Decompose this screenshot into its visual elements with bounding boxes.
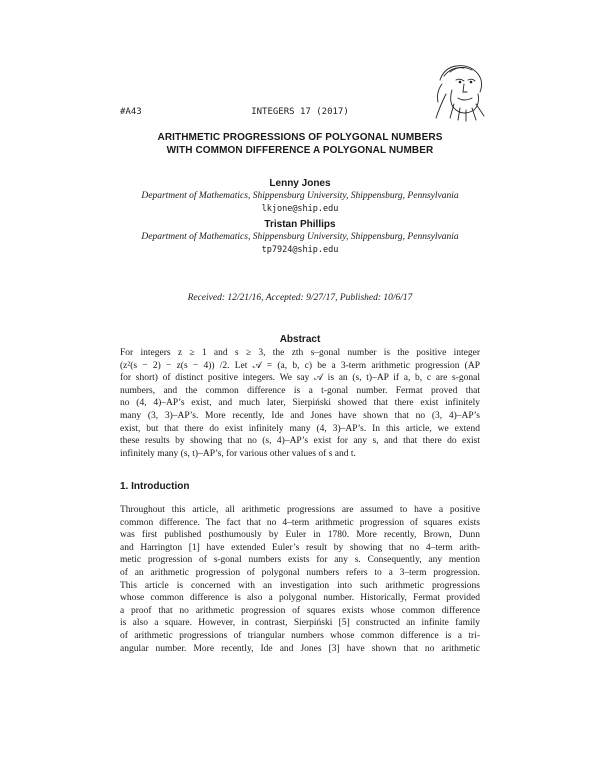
abstract-line: (z²(s − 2) − z(s − 4)) /2. Let 𝒜 = (a, b, c) be a 3-term arithmetic progression (AP [120,360,480,371]
body-line: and Harrington [1] have extended Euler’s result by showing that no 4–term arith- [120,542,480,553]
running-header [120,107,480,121]
title-line-2: WITH COMMON DIFFERENCE A POLYGONAL NUMBER [166,145,434,156]
body-line: of arithmetic progressions of triangular numbers whose common difference is a tri- [120,630,480,641]
abstract-body [120,347,480,460]
author-affiliation: Department of Mathematics, Shippensburg University, Shippensburg, Pennsylvania [141,232,459,242]
abstract-line: infinitely many (s, t)–AP’s, for various other values of s and t. [120,448,356,459]
abstract-line: no (4, 4)–AP’s exist, and much later, Sierpiński showed that there exist infinitely [120,398,480,409]
abstract-line: these results by showing that no (s, 4)–AP’s exist for any s, and that there do exist [120,436,480,447]
body-line: is also a square. However, in contrast, Sierpiński [5] constructed an infinite family [120,618,480,629]
paper-title [120,131,480,157]
publication-dates: Received: 12/21/16, Accepted: 9/27/17, Published: 10/6/17 [187,293,413,303]
author-name: Lenny Jones [269,178,331,189]
body-line: whose common difference is also a polygonal number. Historically, Fermat provided [120,593,480,604]
title-line-1: ARITHMETIC PROGRESSIONS OF POLYGONAL NUMBERS [157,132,443,143]
section-heading-introduction: 1. Introduction [120,481,190,492]
abstract-line: exist, but that there do exist infinitely many (4, 3)–AP’s. In this article, we extend [120,423,480,434]
body-line: Throughout this article, all arithmetic progressions are assumed to have a positive [120,505,480,515]
introduction-body [120,504,480,655]
abstract-line: many (3, 3)–AP’s. More recently, Ide and Jones have shown that no (3, 4)–AP’s [120,410,480,421]
author-email[interactable]: tp7924@ship.edu [261,245,339,255]
body-line: of an arithmetic progression of polygonal numbers refers to a 3–term progression. [120,567,480,578]
author-name: Tristan Phillips [264,219,336,230]
article-id: #A43 [120,107,142,117]
body-line: common difference. The fact that no 4–term arithmetic progression of squares exists [120,517,480,528]
body-line: was first published posthumously by Euler in 1780. More recently, Brown, Dunn [120,530,480,541]
abstract-line: For integers z ≥ 1 and s ≥ 3, the zth s–gonal number is the positive integer [120,348,480,358]
body-line: a proof that no arithmetic progression of squares exists whose common difference [120,605,480,616]
author-affiliation: Department of Mathematics, Shippensburg University, Shippensburg, Pennsylvania [141,191,459,201]
journal-volume: INTEGERS 17 (2017) [251,107,349,117]
abstract-line: for short) of distinct positive integers. We say 𝒜 is an (s, t)–AP if a, b, c are s-gonal [120,373,480,384]
body-line: metic progression of s-gonal numbers exists for any s. Consequently, any mention [120,555,480,566]
body-line: This article is concerned with an investigation into such arithmetic progressions [120,580,480,591]
author-block-2 [100,218,500,257]
author-block-1 [100,177,500,216]
abstract-heading: Abstract [279,334,321,345]
author-email[interactable]: lkjone@ship.edu [261,204,339,214]
body-line: angular number. More recently, Ide and Jones [3] have shown that no arithmetic [120,643,480,654]
abstract-line: numbers, and the common difference is a t-gonal number. Fermat proved that [120,385,480,396]
